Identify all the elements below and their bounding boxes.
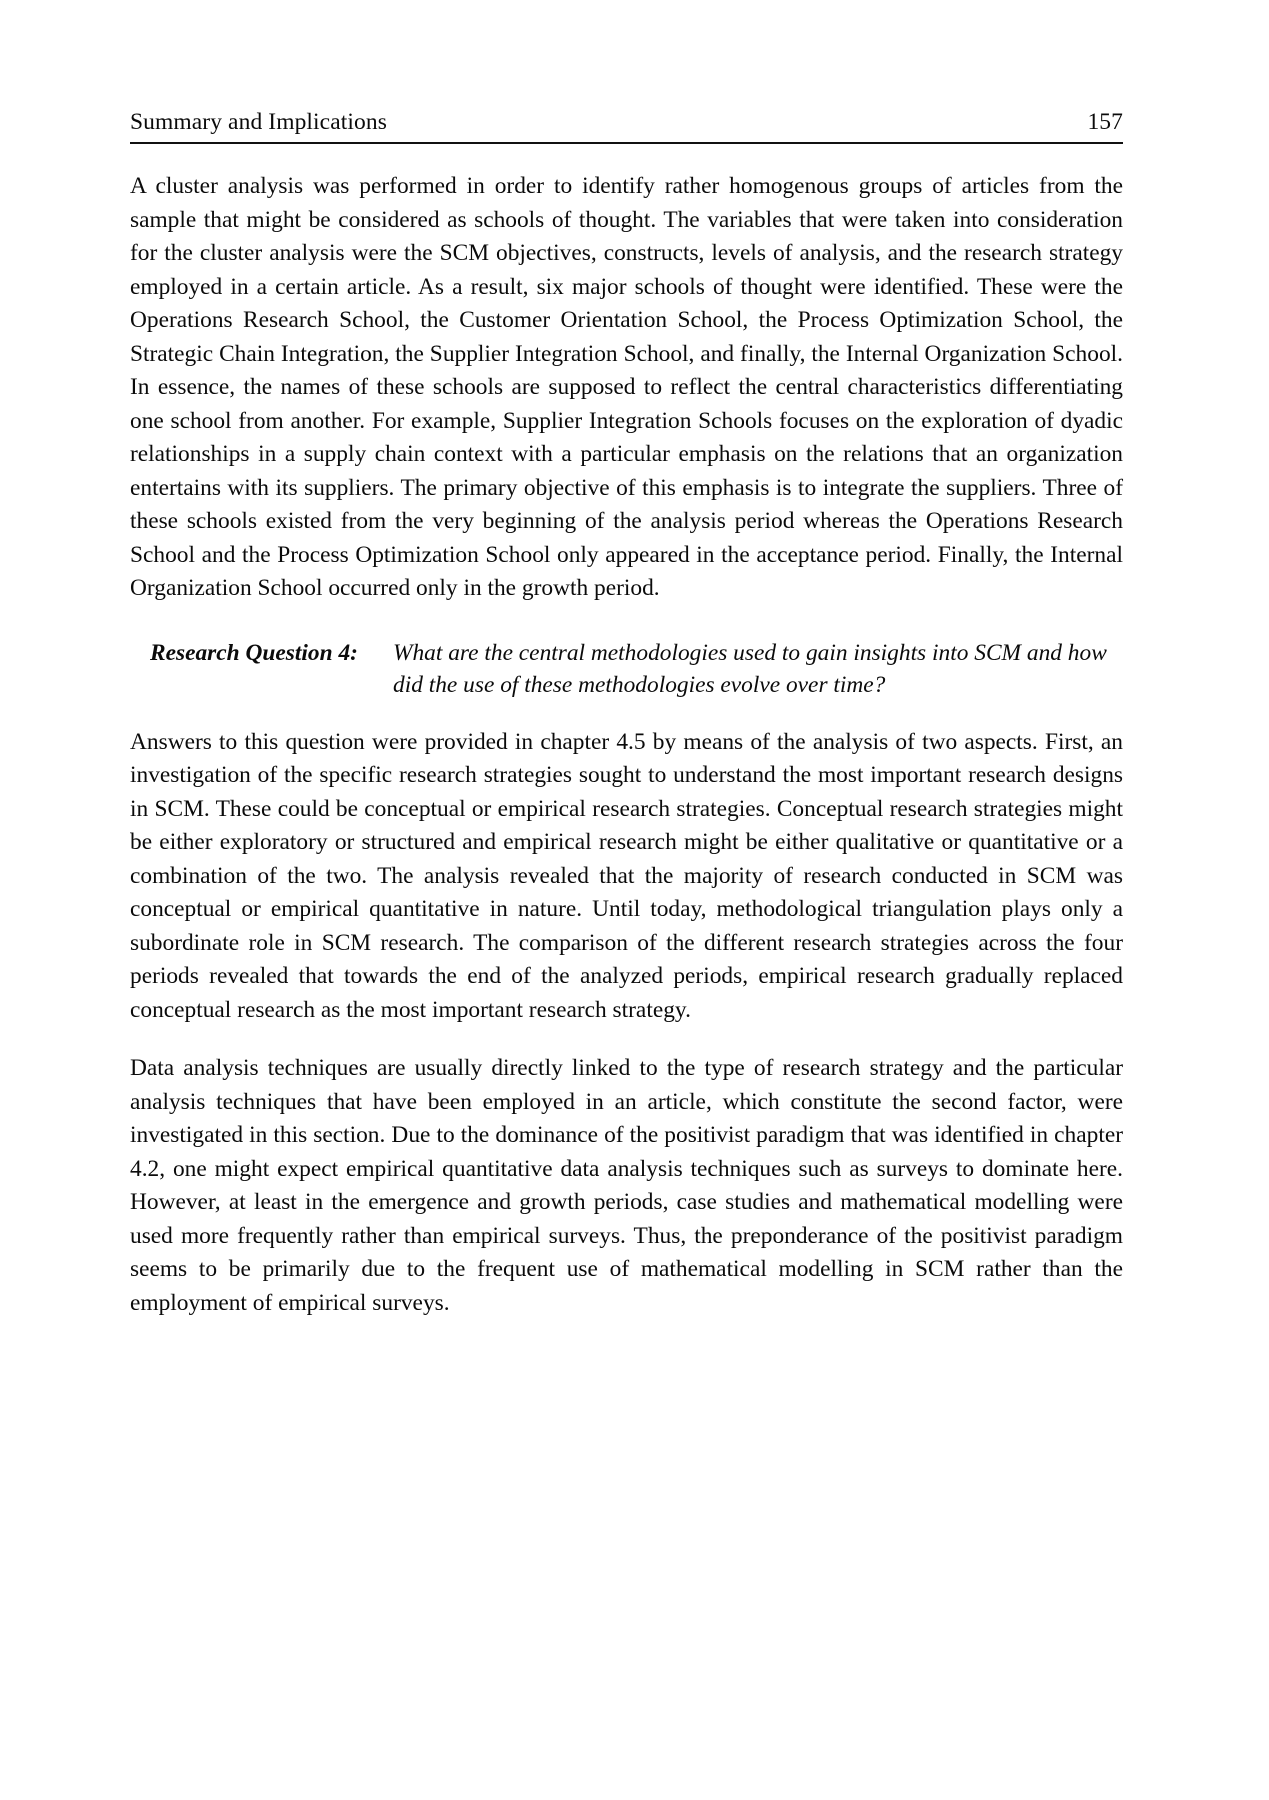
body-paragraph-3: Data analysis techniques are usually directly linked to the type of research strategy and the particular analysis techniques that have been employed in an article, which constitute the second factor, were investigated in this section. Due to the dominance of the positivist paradigm that was identified in chapter 4.2, one might expect empirical quantitative data analysis techniques such as surveys to dominate here. However, at least in the emergence and growth periods, case studies and mathematical modelling were used more frequently rather than empirical surveys. Thus, the preponderance of the positivist paradigm seems to be primarily due to the frequent use of mathematical modelling in SCM rather than the employment of empirical surveys. xyxy=(130,1055,1123,1316)
page-number: 157 xyxy=(1087,109,1123,135)
page-content xyxy=(130,108,1123,1320)
body-paragraph-2: Answers to this question were provided in chapter 4.5 by means of the analysis of two aspects. First, an investigation of the specific research strategies sought to understand the most important research designs in SCM. These could be conceptual or empirical research strategies. Conceptual research strategies might be either exploratory or structured and empirical research might be either qualitative or quantitative or a combination of the two. The analysis revealed that the majority of research conducted in SCM was conceptual or empirical quantitative in nature. Until today, methodological triangulation plays only a subordinate role in SCM research. The comparison of the different research strategies across the four periods revealed that towards the end of the analyzed periods, empirical research gradually replaced conceptual research as the most important research strategy. xyxy=(130,728,1123,1023)
research-question-text: What are the central methodologies used to gain insights into SCM and how did the use of these methodologies evolve over time? xyxy=(393,639,1107,698)
body-paragraph-1: A cluster analysis was performed in order to identify rather homogenous groups of articles from the sample that might be considered as schools of thought. The variables that were taken into consideration for the cluster analysis were the SCM objectives, constructs, levels of analysis, and the research strategy employed in a certain article. As a result, six major schools of thought were identified. These were the Operations Research School, the Customer Orientation School, the Process Optimization School, the Strategic Chain Integration, the Supplier Integration School, and finally, the Internal Organization School. In essence, the names of these schools are supposed to reflect the central characteristics differentiating one school from another. For example, Supplier Integration Schools focuses on the exploration of dyadic relationships in a supply chain context with a particular emphasis on the relations that an organization entertains with its suppliers. The primary objective of this emphasis is to integrate the suppliers. Three of these schools existed from the very beginning of the analysis period whereas the Operations Research School and the Process Optimization School only appeared in the acceptance period. Finally, the Internal Organization School occurred only in the growth period. xyxy=(130,173,1123,602)
header-divider xyxy=(130,142,1123,144)
research-question-block xyxy=(130,637,1123,701)
research-question-label: Research Question 4: xyxy=(150,639,358,666)
running-head xyxy=(130,108,1123,137)
running-head-title: Summary and Implications xyxy=(130,109,387,135)
